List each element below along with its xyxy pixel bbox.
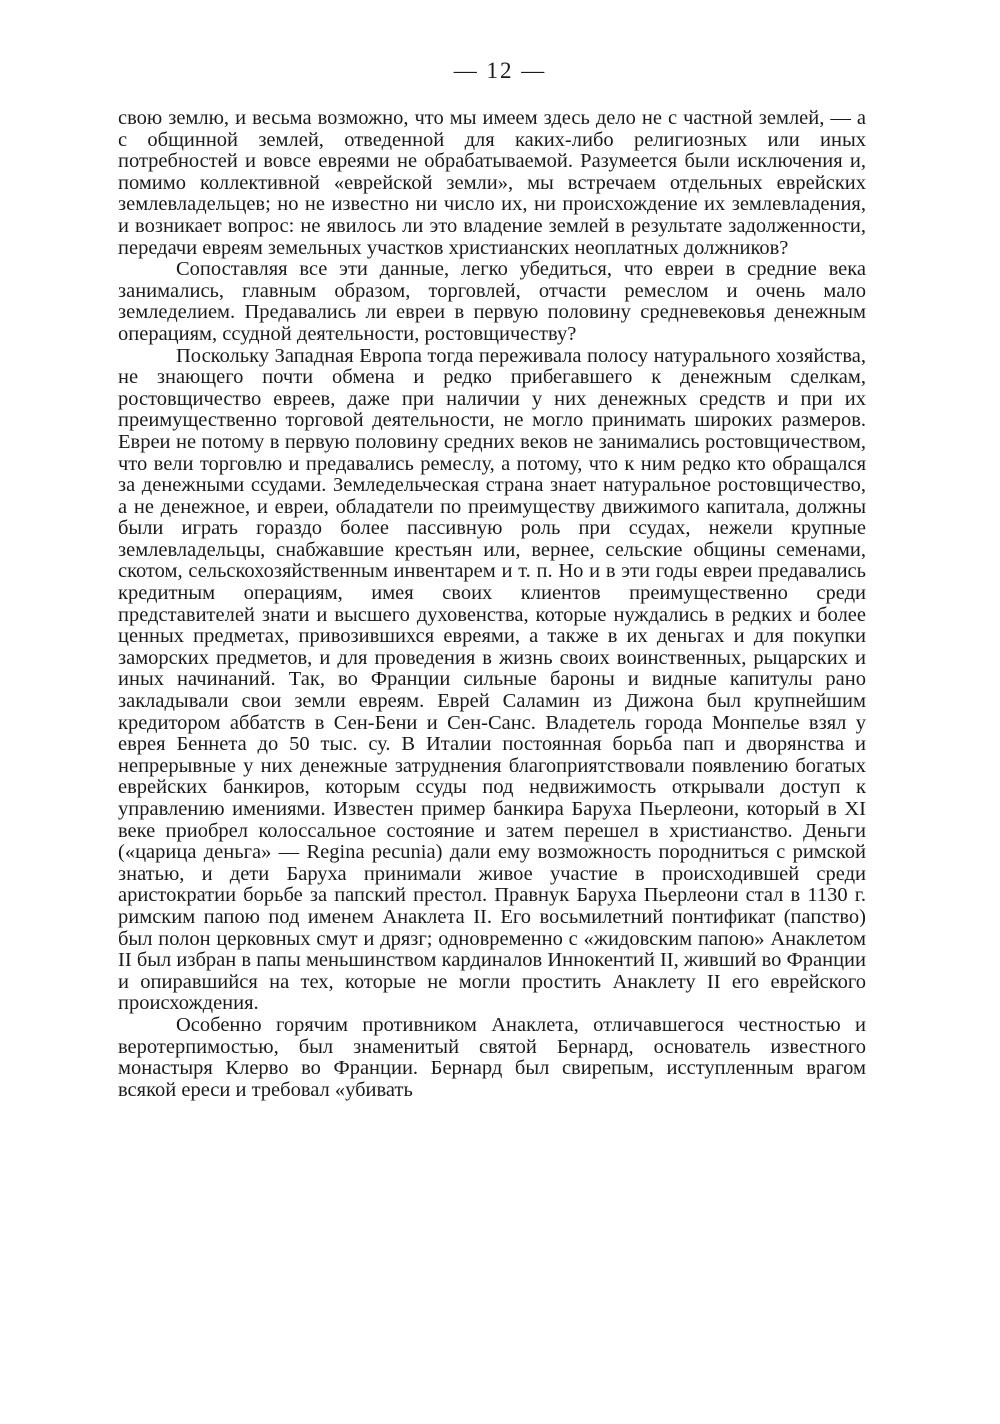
page-number: — 12 — [453, 58, 547, 83]
paragraph-1: свою землю, и весьма возможно, что мы имеем здесь дело не с частной землей, — а с общинной землей, отведенной для каких-либо религиозных или иных потребностей и вовсе евреями не обрабатываемой. Разумеется были исключения и, помимо коллективной «еврейской земли», мы встречаем отдельных еврейских землевладельцев; но не известно ни число их, ни происхождение их землевладения, и возникает вопрос: не явилось ли это владение землей в результате задолженности, передачи евреям земельных участков христианских неоплатных должников? [118, 107, 866, 259]
body-text [118, 108, 866, 1101]
paragraph-4: Особенно горячим противником Анаклета, отличавшегося честностью и веротерпимостью, был знаменитый святой Бернард, основатель известного монастыря Клерво во Франции. Бернард был свирепым, исступленным врагом всякой ереси и требовал «убивать [118, 1013, 866, 1101]
paragraph-2: Сопоставляя все эти данные, легко убедиться, что евреи в средние века занимались, главным образом, торговлей, отчасти ремеслом и очень мало земледелием. Предавались ли евреи в первую половину средневековья денежным операциям, ссудной деятельности, ростовщичеству? [118, 258, 866, 345]
paragraph-3: Поскольку Западная Европа тогда переживала полосу натурального хозяйства, не знающего почти обмена и редко прибегавшего к денежным сделкам, ростовщичество евреев, даже при наличии у них денежных средств и при их преимущественно торговой деятельности, не могло принимать широких размеров. Евреи не потому в первую половину средних веков не занимались ростовщичеством, что вели торговлю и предавались ремеслу, а потому, что к ним редко кто обращался за денежными ссудами. Земледельческая страна знает натуральное ростовщичество, а не денежное, и евреи, обладатели по преимуществу движимого капитала, должны были играть гораздо более пассивную роль при ссудах, нежели крупные землевладельцы, снабжавшие крестьян или, вернее, сельские общины семенами, скотом, сельскохозяйственным инвентарем и т. п. Но и в эти годы евреи предавались кредитным операциям, имея своих клиентов преимущественно среди представителей знати и высшего духовенства, которые нуждались в редких и более ценных предметах, привозившихся евреями, а также в их деньгах и для покупки заморских предметов, и для проведения в жизнь своих воинственных, рыцарских и иных начинаний. Так, во Франции сильные бароны и видные капитулы рано закладывали свои земли евреям. Еврей Саламин из Дижона был крупнейшим кредитором аббатств в Сен-Бени и Сен-Санс. Владетель города Монпелье взял у еврея Беннета до 50 тыс. су. В Италии постоянная борьба пап и дворянства и непрерывные у них денежные затруднения благоприятствовали появлению богатых еврейских банкиров, которым ссуды под недвижимость открывали доступ к управлению имениями. Известен пример банкира Баруха Пьерлеони, который в XI веке приобрел колоссальное состояние и затем перешел в христианство. Деньги («царица деньга» — Regina pecunia) дали ему возможность породниться с римской знатью, и дети Баруха принимали живое участие в происходившей среди аристократии борьбе за папский престол. Правнук Баруха Пьерлеони стал в 1130 г. римским папою под именем Анаклета II. Его восьмилетний понтификат (папство) был полон церковных смут и дрязг; одновременно с «жидовским папою» Анаклетом II был избран в папы меньшинством кардиналов Иннокентий II, живший во Франции и опиравшийся на тех, которые не могли простить Анаклету II его еврейского происхождения. [118, 344, 866, 1015]
